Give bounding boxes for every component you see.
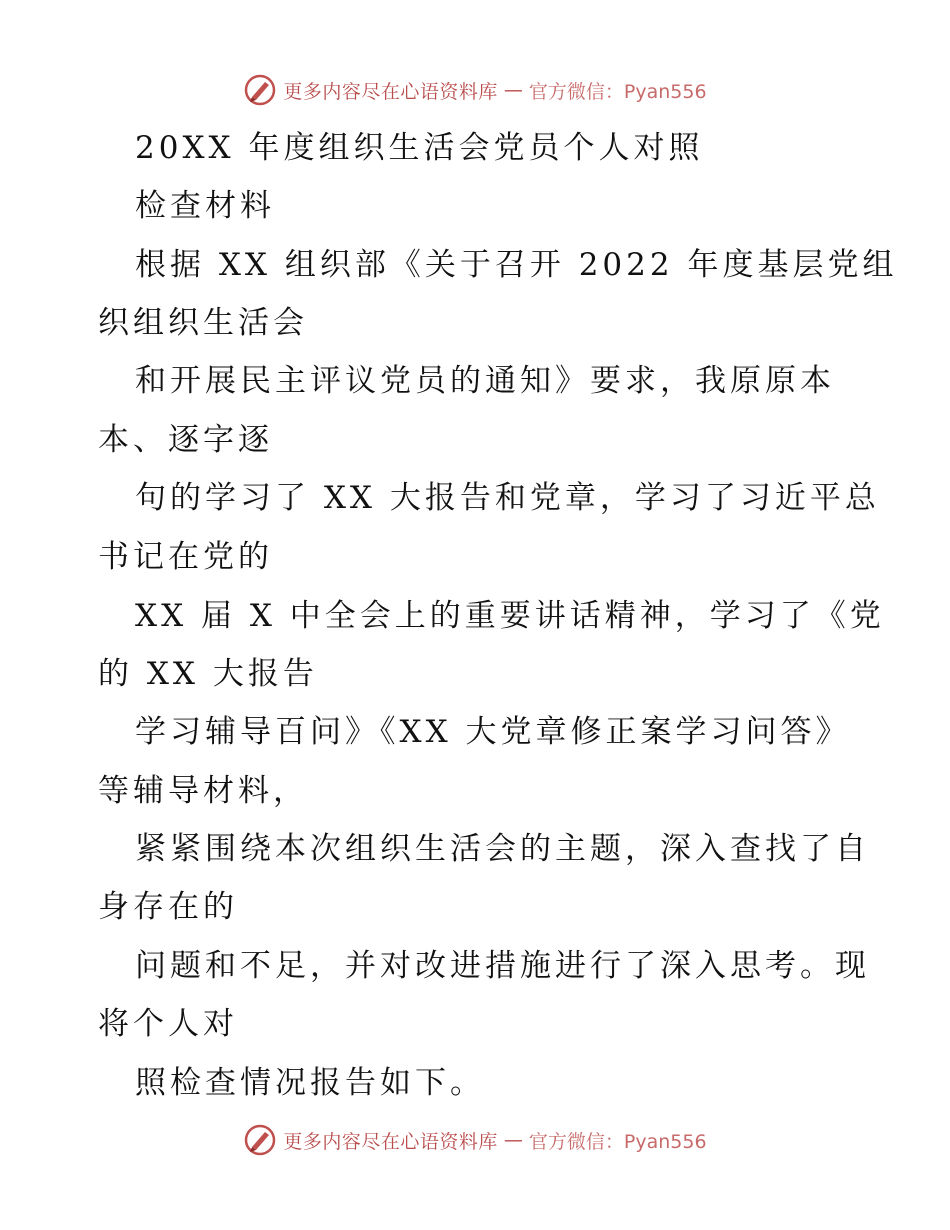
footer-banner <box>0 1122 950 1158</box>
doc-line: 和开展民主评议党员的通知》要求，我原原本 <box>135 363 835 399</box>
banner-separator: — <box>503 1129 523 1151</box>
header-banner <box>0 72 950 108</box>
doc-line: XX 届 X 中全会上的重要讲话精神，学习了《党 <box>135 598 885 634</box>
doc-line: 将个人对 <box>98 1006 238 1042</box>
doc-line: 问题和不足，并对改进措施进行了深入思考。现 <box>135 948 870 984</box>
doc-line: 身存在的 <box>98 889 238 925</box>
doc-line: 检查材料 <box>135 188 275 224</box>
banner-separator: — <box>503 79 523 101</box>
doc-line: 织组织生活会 <box>98 305 308 341</box>
banner-wechat: 官方微信：Pyan556 <box>528 80 707 103</box>
doc-line: 的 XX 大报告 <box>98 656 318 692</box>
doc-line: 根据 XX 组织部《关于召开 2022 年度基层党组 <box>135 247 898 283</box>
banner-wechat: 官方微信：Pyan556 <box>528 1130 707 1153</box>
doc-line: 等辅导材料， <box>98 773 308 809</box>
doc-line: 句的学习了 XX 大报告和党章，学习了习近平总 <box>135 480 880 516</box>
doc-line: 紧紧围绕本次组织生活会的主题，深入查找了自 <box>135 831 870 867</box>
doc-line: 书记在党的 <box>98 539 273 575</box>
pen-logo-icon <box>243 1123 277 1157</box>
banner-text: 更多内容尽在心语资料库 <box>283 1130 498 1153</box>
doc-line: 本、逐字逐 <box>98 422 273 458</box>
pen-logo-icon <box>243 73 277 107</box>
doc-line: 20XX 年度组织生活会党员个人对照 <box>135 130 704 166</box>
banner-text: 更多内容尽在心语资料库 <box>283 80 498 103</box>
doc-line: 照检查情况报告如下。 <box>135 1065 485 1101</box>
doc-line: 学习辅导百问》《XX 大党章修正案学习问答》 <box>135 714 851 750</box>
